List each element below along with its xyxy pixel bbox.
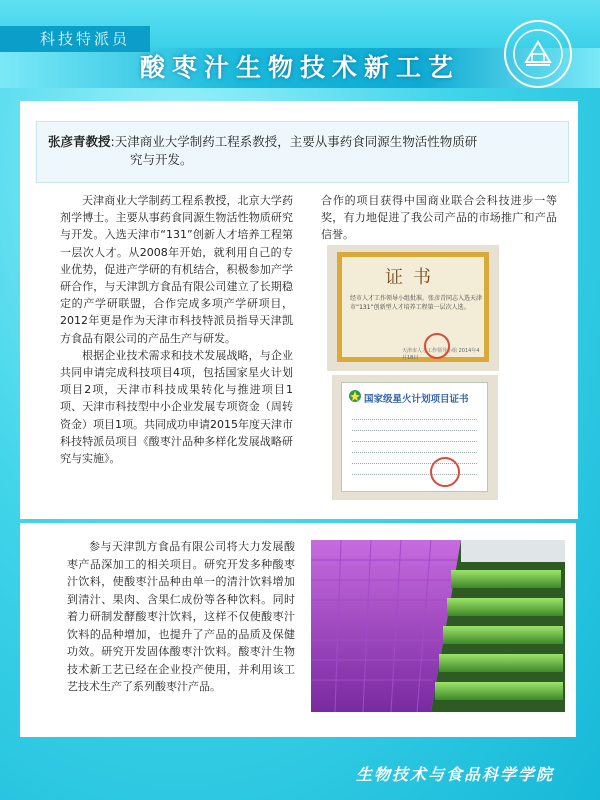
cert2-line xyxy=(352,435,477,442)
intro-line1: 天津商业大学制药工程系教授，主要从事药食同源生物活性物质研 xyxy=(114,134,478,149)
cert1-footer: 天津市人才工作领导小组 2014年4月18日 xyxy=(402,348,480,361)
left-paragraph-2: 根据企业技术需求和技术发展战略，与企业共同申请完成科技项目4项，包括国家星火计划项目2项，天津市科技成果转化与推进项目1项、天津市科技型中小企业发展专项资金（周转资金）项目1项。共同成功申请2015年度天津市科技特派员项目《酸枣汁品种多样化发展战略研究与实施》。 xyxy=(60,348,293,466)
red-stamp-icon xyxy=(430,457,460,487)
spark-logo-icon xyxy=(348,389,362,403)
cert1-title: 证书 xyxy=(385,267,441,288)
warehouse-photo-image xyxy=(311,540,565,712)
university-seal-icon xyxy=(502,18,574,90)
college-name: 生物技术与食品科学学院 xyxy=(355,765,554,784)
lower-paragraph: 参与天津凯方食品有限公司将大力发展酸枣产品深加工的相关项目。研究开发多种酸枣汁饮料，使酸枣汁品种由单一的清汁饮料增加到清汁、果肉、含果仁成份等各种饮料。同时着力研制发酵酸枣汁饮料，这样不仅使酸枣汁饮料的品种增加，也提升了产品的品质及保健功效。研究开发固体酸枣汁饮料。酸枣汁生物技术新工艺已经在企业投产使用，并利用该工艺技术生产了系列酸枣汁产品。 xyxy=(67,540,295,693)
section-tag: 科技特派员 xyxy=(0,26,150,52)
left-column xyxy=(60,192,293,467)
right-paragraph-1: 合作的项目获得中国商业联合会科技进步一等奖，有力地促进了我公司产品的市场推广和产品信誉。 xyxy=(321,194,557,242)
red-stamp-icon xyxy=(424,333,450,359)
cert2-line xyxy=(352,413,477,420)
cert1-body: 经市人才工作领导小组批准，张彦青同志入选天津市“131”创新型人才培养工程第一层次人选。 xyxy=(350,295,483,311)
spark-program-certificate xyxy=(341,382,488,492)
left-paragraph-1: 天津商业大学制药工程系教授，北京大学药剂学博士。主要从事药食同源生物活性物质研究与开发。入选天津市“131”创新人才培养工程第一层次人才。从2008年开始，就利用自己的专业优势，促进产学研的有机结合，积极参加产学研合作，与天津凯方食品有限公司建立了长期稳定的产学研联盟，合作完成多项产学研项目，2012年更是作为天津市科技特派员指导天津凯方食品有限公司的产品生产与研发。 xyxy=(60,194,293,345)
expert-name: 张彦青教授 xyxy=(48,134,111,149)
cert2-line xyxy=(352,424,477,431)
intro-text: 张彦青教授:天津商业大学制药工程系教授，主要从事药食同源生物活性物质研 究与开发。 xyxy=(48,133,568,169)
lower-text xyxy=(67,538,295,696)
page-title: 酸枣汁生物技术新工艺 xyxy=(139,53,460,82)
cert2-title: 国家级星火计划项目证书 xyxy=(364,394,469,405)
right-column xyxy=(321,192,557,244)
talent-certificate xyxy=(337,252,489,362)
cert2-line xyxy=(352,446,477,453)
product-warehouse-photo xyxy=(311,540,565,712)
intro-line2: 究与开发。 xyxy=(130,152,193,167)
cert2-line xyxy=(352,457,477,464)
